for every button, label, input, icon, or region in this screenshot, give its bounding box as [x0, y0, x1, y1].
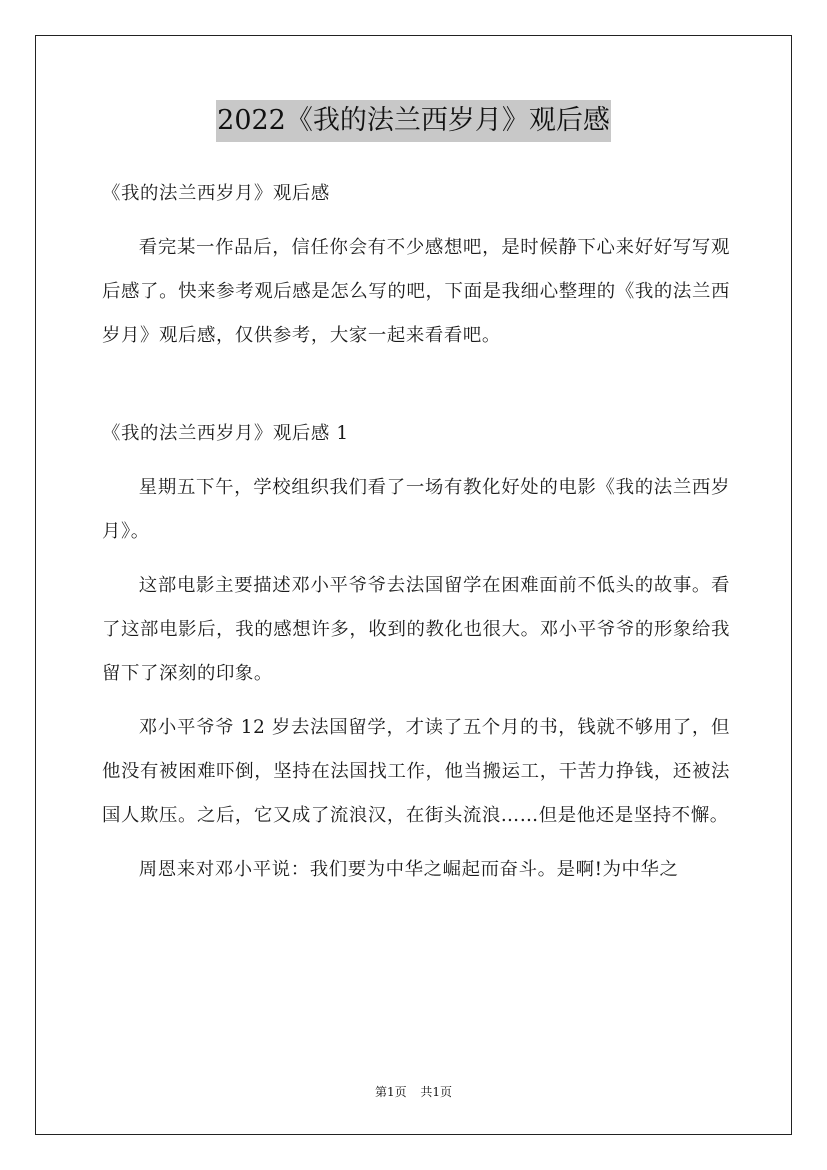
body-paragraph-2: 这部电影主要描述邓小平爷爷去法国留学在困难面前不低头的故事。看了这部电影后，我的感想许多，收到的教化也很大。邓小平爷爷的形象给我留下了深刻的印象。 [102, 575, 730, 684]
page-footer [0, 1084, 827, 1100]
title-container [0, 100, 827, 142]
total-pages: 共1页 [420, 1085, 453, 1099]
body-paragraph-1: 星期五下午，学校组织我们看了一场有教化好处的电影《我的法兰西岁月》。 [102, 477, 730, 542]
section-heading: 《我的法兰西岁月》观后感 1 [102, 423, 349, 444]
subtitle: 《我的法兰西岁月》观后感 [102, 183, 330, 204]
document-title: 2022《我的法兰西岁月》观后感 [216, 100, 611, 142]
body-paragraph-3: 邓小平爷爷 12 岁去法国留学，才读了五个月的书，钱就不够用了，但他没有被困难吓倒，坚持在法国找工作，他当搬运工，干苦力挣钱，还被法国人欺压。之后，它又成了流浪汉，在街头流浪……但是他还是坚持不懈。 [102, 717, 730, 826]
page-number: 第1页 [374, 1085, 407, 1099]
document-body [102, 172, 730, 892]
body-paragraph-4: 周恩来对邓小平说：我们要为中华之崛起而奋斗。是啊!为中华之 [138, 859, 679, 880]
intro-paragraph: 看完某一作品后，信任你会有不少感想吧，是时候静下心来好好写写观后感了。快来参考观后感是怎么写的吧，下面是我细心整理的《我的法兰西岁月》观后感，仅供参考，大家一起来看看吧。 [102, 237, 730, 346]
